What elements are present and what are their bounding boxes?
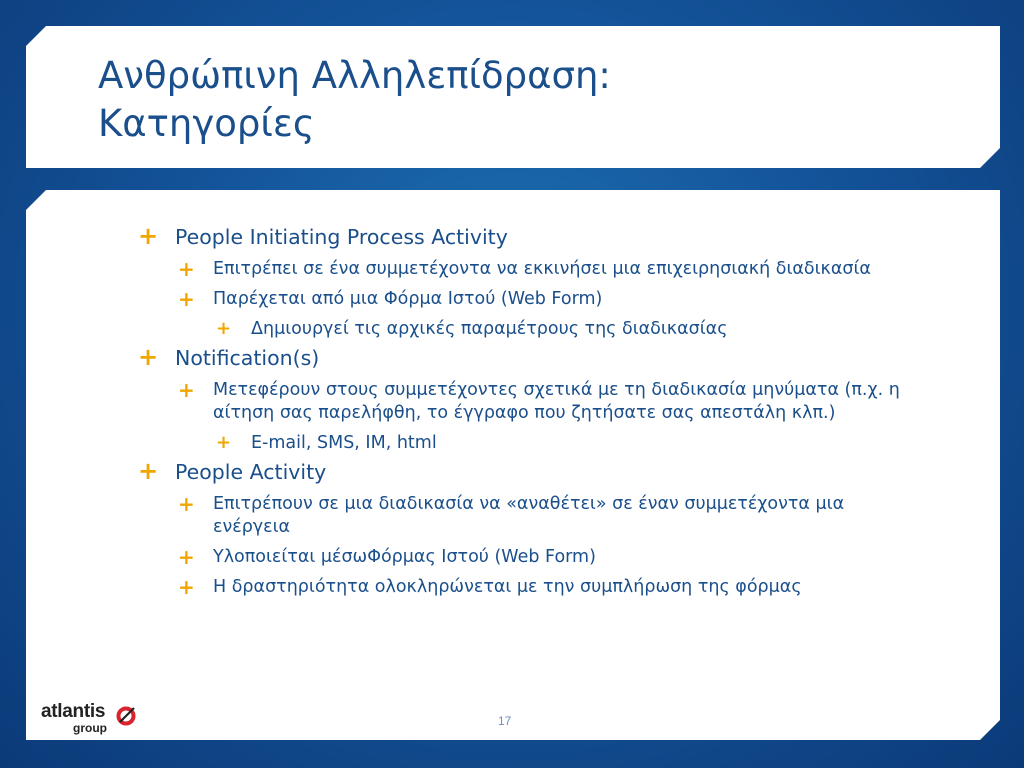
- bullet-item: [138, 458, 918, 486]
- bullet-text: Επιτρέπουν σε μια διαδικασία να «αναθέτει» σε έναν συμμετέχοντα μια ενέργεια: [213, 494, 845, 537]
- bullet-text: People Initiating Process Activity: [175, 225, 508, 249]
- bullet-item: [178, 493, 918, 539]
- bullet-text: Η δραστηριότητα ολοκληρώνεται με την συμπλήρωση της φόρμας: [213, 577, 802, 597]
- logo-subtitle: group: [73, 721, 107, 735]
- bullet-item: [178, 288, 918, 311]
- bullet-list: [138, 220, 918, 599]
- plus-bullet-icon: +: [216, 318, 232, 339]
- atlantis-group-logo: [33, 697, 143, 739]
- bullet-item: [178, 258, 918, 281]
- slide-title-line-1: Ανθρώπινη Αλληλεπίδραση:: [98, 54, 611, 97]
- bullet-text: Επιτρέπει σε ένα συμμετέχοντα να εκκινήσει μια επιχειρησιακή διαδικασία: [213, 259, 871, 279]
- slide-title-line-2: Κατηγορίες: [98, 102, 315, 145]
- bullet-item: [138, 344, 918, 372]
- bullet-text: Δημιουργεί τις αρχικές παραμέτρους της διαδικασίας: [251, 319, 728, 339]
- plus-bullet-icon: +: [178, 378, 195, 402]
- logo-ring-icon: [115, 705, 137, 727]
- logo-wordmark: atlantis: [41, 701, 106, 722]
- plus-bullet-icon: +: [216, 432, 232, 453]
- bullet-item: [138, 223, 918, 251]
- bullet-text: People Activity: [175, 460, 327, 484]
- plus-bullet-icon: +: [178, 287, 195, 311]
- bullet-text: Notification(s): [175, 346, 320, 370]
- plus-bullet-icon: +: [178, 545, 195, 569]
- page-number: 17: [498, 714, 512, 728]
- bullet-item: [216, 432, 918, 455]
- bullet-item: [178, 546, 918, 569]
- bullet-text: E-mail, SMS, IM, html: [251, 433, 437, 453]
- plus-bullet-icon: +: [138, 222, 159, 250]
- plus-bullet-icon: +: [178, 492, 195, 516]
- plus-bullet-icon: +: [178, 575, 195, 599]
- bullet-item: [216, 318, 918, 341]
- bullet-text: Παρέχεται από μια Φόρμα Ιστού (Web Form): [213, 289, 603, 309]
- bullet-text: Μετεφέρουν στους συμμετέχοντες σχετικά με τη διαδικασία μηνύματα (π.χ. η αίτηση σας παρελήφθη, το έγγραφο που ζητήσατε σας απεστάλη κλπ.): [213, 380, 900, 423]
- slide-title: [98, 52, 611, 148]
- bullet-item: [178, 379, 918, 425]
- bullet-text: Υλοποιείται μέσωΦόρμας Ιστού (Web Form): [213, 547, 596, 567]
- bullet-item: [178, 576, 918, 599]
- plus-bullet-icon: +: [138, 343, 159, 371]
- plus-bullet-icon: +: [178, 257, 195, 281]
- plus-bullet-icon: +: [138, 457, 159, 485]
